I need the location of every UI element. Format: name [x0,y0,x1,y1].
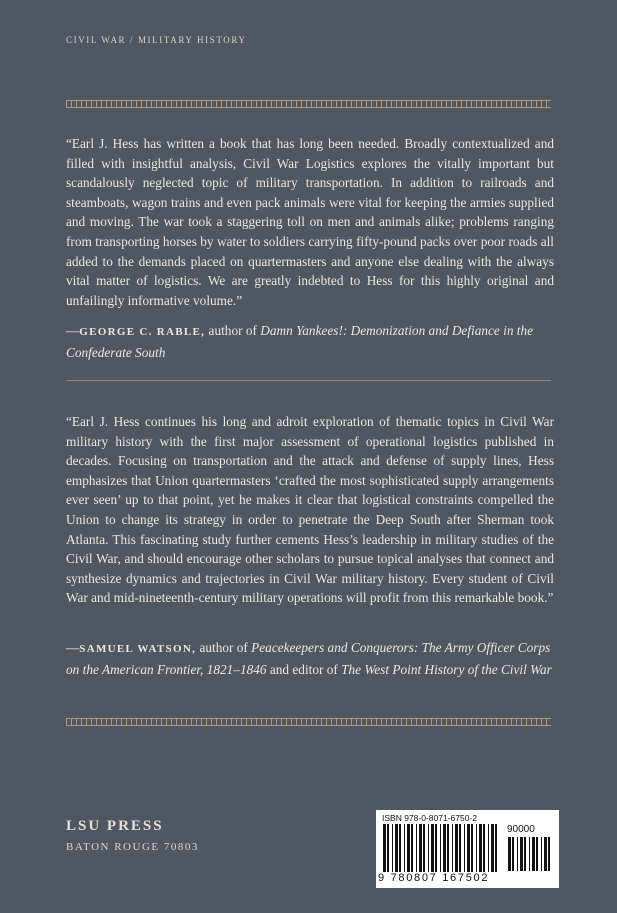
barcode-bar [392,824,393,872]
barcode-main [382,824,502,872]
barcode-bar [517,837,518,871]
attribution-book-title-2: The West Point History of the Civil War [341,661,552,677]
barcode-bar [544,837,547,871]
barcode-bar [383,824,386,872]
middle-divider [66,380,551,381]
barcode-bar [524,837,526,871]
top-ornament-rule [66,100,551,108]
barcode-bar [488,824,489,872]
attribution-name: GEORGE C. RABLE, [79,326,206,338]
barcode-bar [447,824,449,872]
barcode-digits: 9 780807 167502 [378,872,490,884]
barcode-bar [419,824,422,872]
blurb-rable-quote: “Earl J. Hess has written a book that has long been needed. Broadly contextualized and filled with insightful analysis, Civil War Logistics explores the vitally important but scandalously neglected topic of military transportation. In addition to railroads and steamboats, wagon trains and even pack animals were vital for keeping the armies supplied and moving. The war took a staggering toll on men and animals alike; problems ranging from transporting horses by water to soldiers carrying fifty-pound packs over poor roads all added to the demands placed on quartermasters and anyone else dealing with the always vital matter of logistics. We are greatly indebted to Hess for this highly original and unfailingly informative volume.” [66,136,554,308]
barcode-bar [464,824,465,872]
blurb-rable-attribution [66,321,554,362]
barcode-panel [376,810,559,888]
blurb-watson-attribution [66,638,554,679]
attribution-text: author of [205,323,261,338]
barcode-bar [435,824,437,872]
barcode-bar [532,837,535,871]
attribution-book-title: Damn Yankees!: Demonization and Defiance in the Confederate South [66,323,534,360]
barcode-bar [476,824,477,872]
barcode-bar [495,824,497,872]
barcode-bar [404,824,405,872]
barcode-bar [483,824,485,872]
category-label: CIVIL WAR / MILITARY HISTORY [66,35,247,45]
bottom-ornament-rule [66,718,551,726]
barcode-bar [491,824,494,872]
barcode-addon [507,837,551,871]
barcode-bar [548,837,550,871]
barcode-bar [411,824,413,872]
attribution-text-2: and editor of [266,661,342,677]
barcode-bar [541,837,542,871]
publisher-name: LSU PRESS [66,818,164,834]
blurb-watson-quote: “Earl J. Hess continues his long and adroit exploration of thematic topics in Civil War military history with the first major assessment of operational logistics published in decades. Focusing on transportation and the attack and defense of supply lines, Hess emphasizes that Union quartermasters ‘crafted the most sophisticated supply arrangements ever seen’ up to that point, yet he makes it clear that logistical constraints compelled the Union to change its strategy in order to penetrate the Deep South after Sherman took Atlanta. This fascinating study further cements Hess’s leadership in military studies of the Civil War, and should encourage other scholars to pursue topical analyses that connect and synthesize dynamics and trajectories in Civil War military history. Every student of Civil War and mid-nineteenth-century military operations will profit from this remarkable book.” [66,414,554,606]
isbn-text: ISBN 978-0-8071-6750-2 [382,813,477,823]
barcode-bar [423,824,425,872]
barcode-bar [399,824,401,872]
barcode-bar [395,824,398,872]
barcode-bar [416,824,417,872]
attribution-book-title: Peacekeepers and Conquerors: The Army Officer Corps on the American Frontier, 1821–1846 [66,640,551,677]
attribution-name: SAMUEL WATSON, [79,643,197,655]
price-code: 90000 [507,824,535,835]
attribution-dash: — [66,323,80,338]
barcode-bar [520,837,523,871]
barcode-bar [407,824,410,872]
attribution-dash: — [66,640,80,655]
barcode-bar [452,824,453,872]
barcode-bar [387,824,389,872]
barcode-bar [440,824,441,872]
barcode-bar [443,824,446,872]
barcode-bar [471,824,473,872]
attribution-text: author of [196,640,252,655]
barcode-bar [512,837,514,871]
barcode-bar [536,837,538,871]
barcode-bar [529,837,530,871]
barcode-bar [428,824,429,872]
barcode-bar [508,837,511,871]
barcode-bar [431,824,434,872]
publisher-city: BATON ROUGE 70803 [66,841,199,853]
barcode-bar [467,824,470,872]
barcode-bar [455,824,458,872]
barcode-bar [459,824,461,872]
barcode-bar [479,824,482,872]
